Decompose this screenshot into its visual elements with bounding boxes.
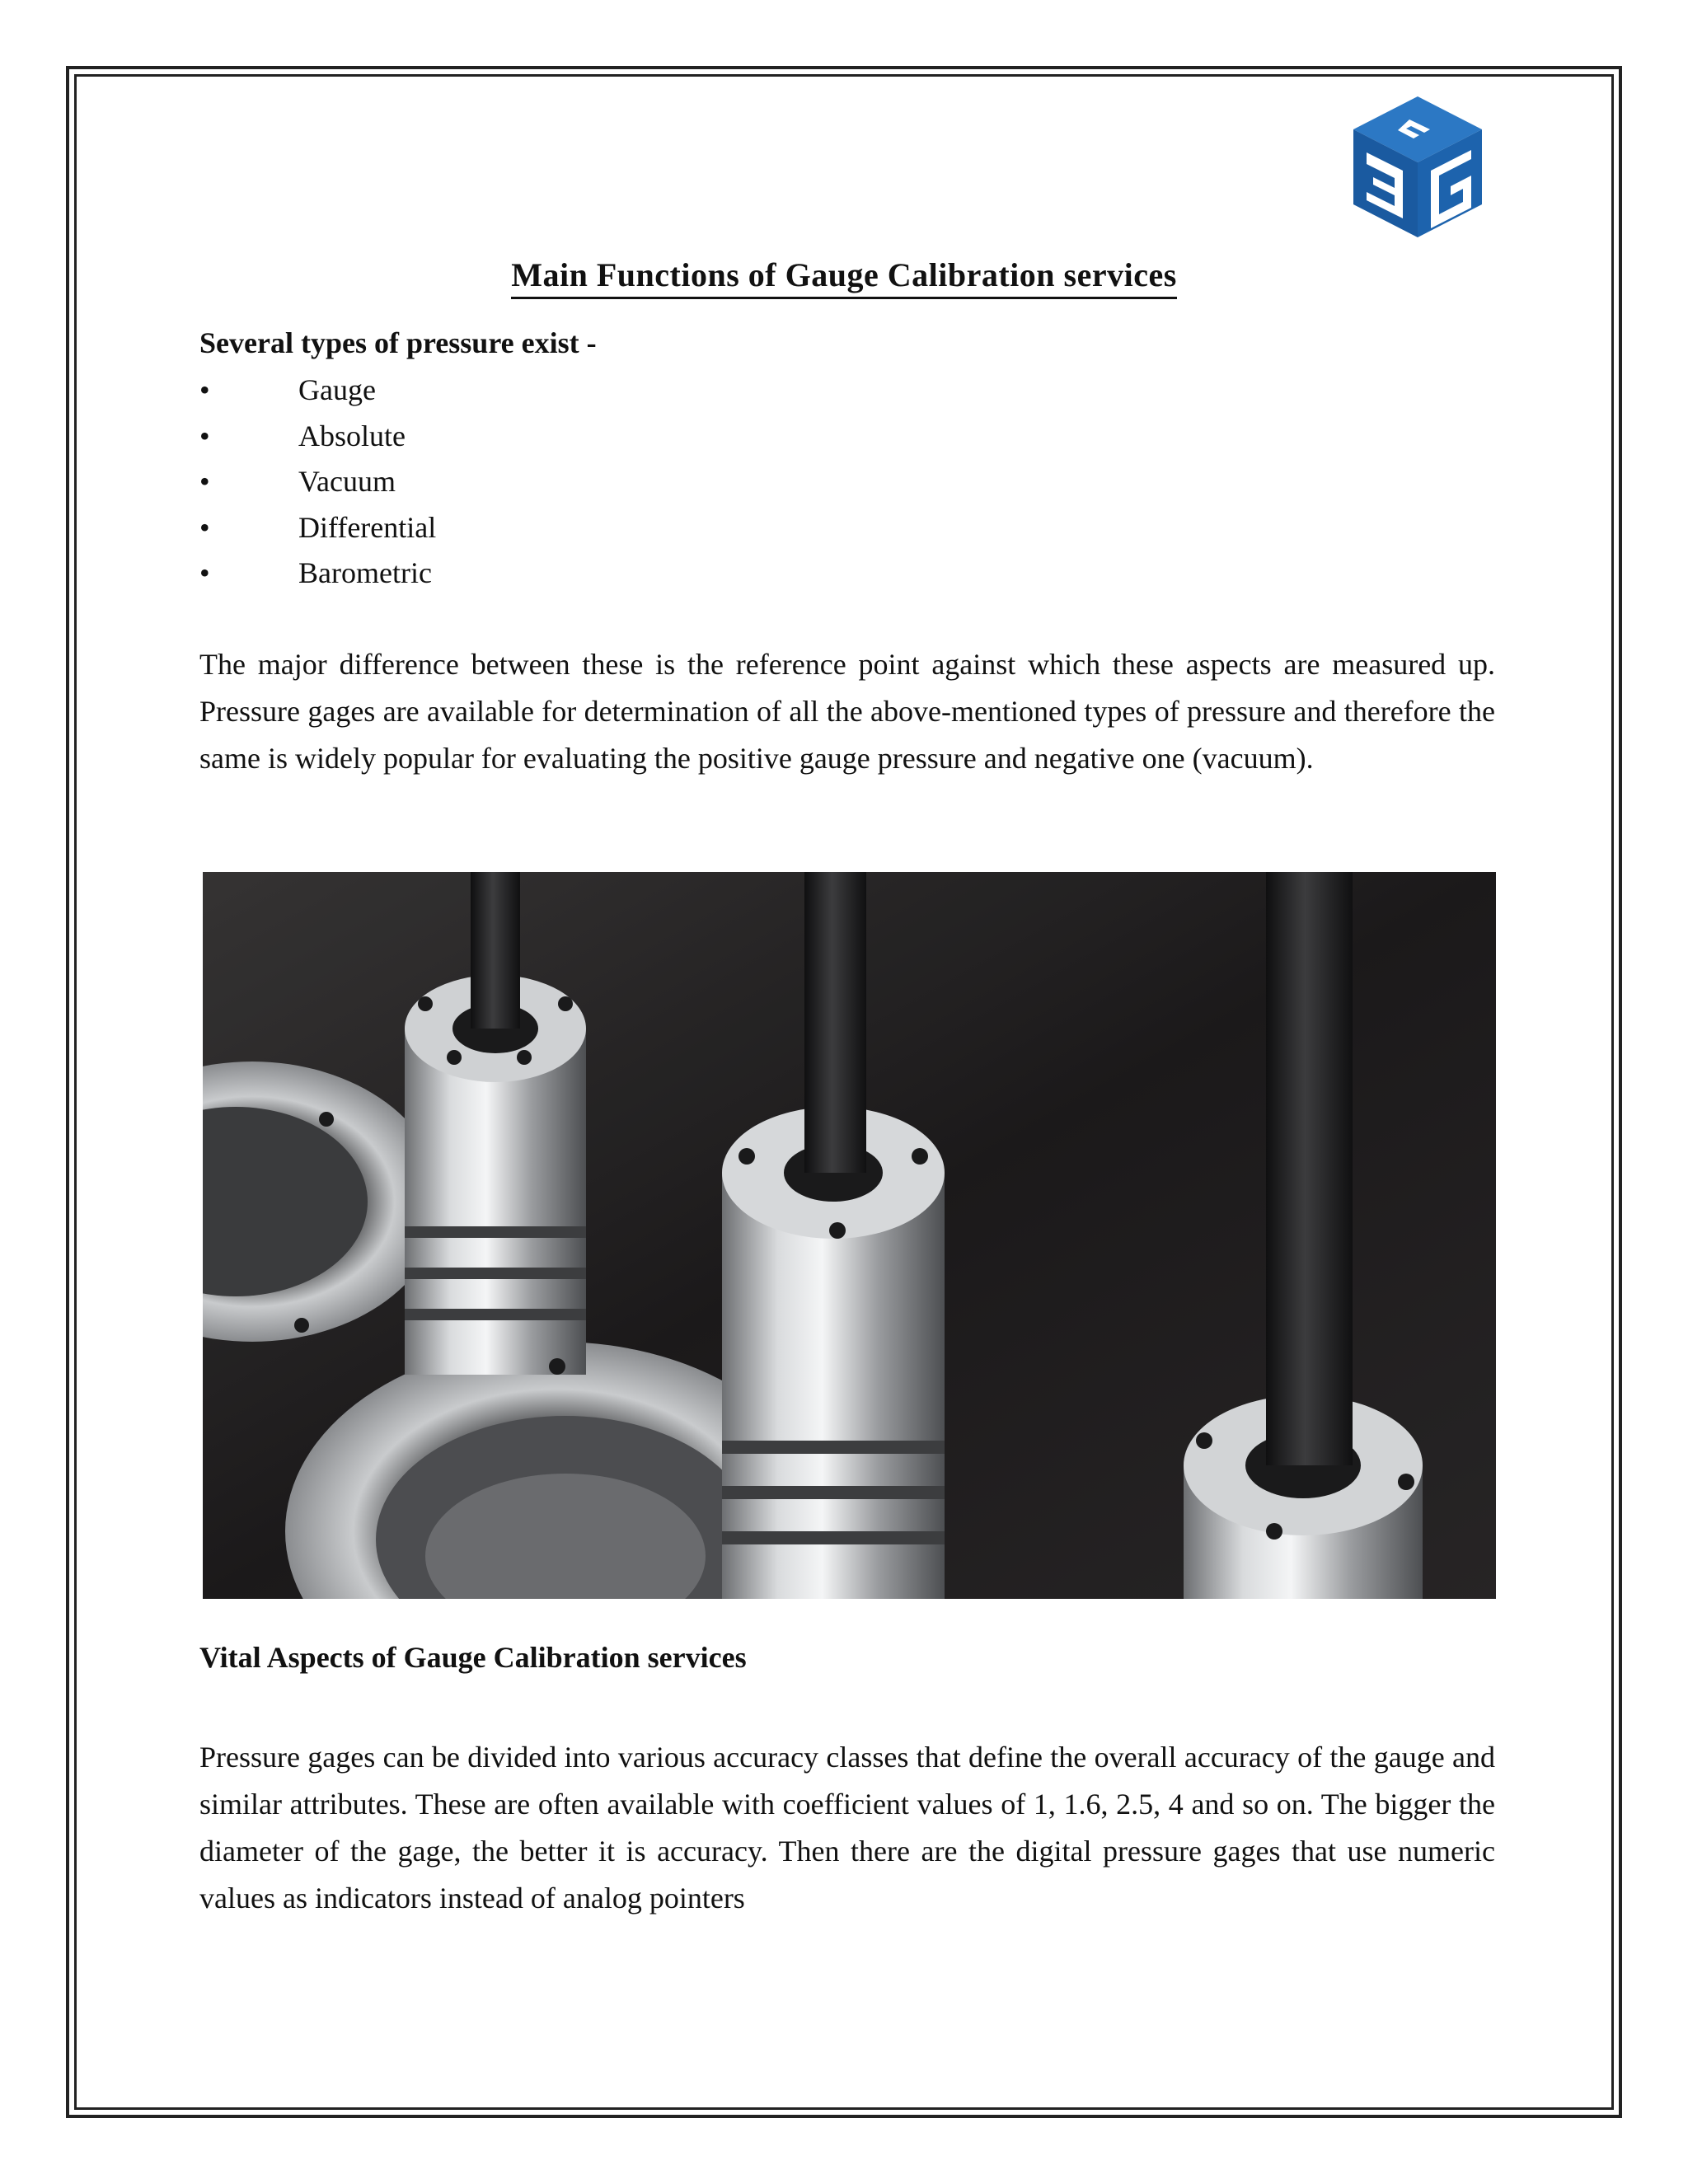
bullet: •	[199, 465, 210, 498]
list-item	[199, 459, 1495, 505]
section-heading: Vital Aspects of Gauge Calibration services	[199, 1641, 747, 1674]
list-item-text: Barometric	[298, 556, 432, 589]
list-item-text: Absolute	[298, 419, 406, 452]
bullet: •	[199, 419, 210, 452]
list-item	[199, 505, 1495, 551]
body-paragraph: The major difference between these is the reference point against which these aspects are measured up. Pressure gages are available for determination of all the above-mentioned types of pressure and therefore the same is widely popular for evaluating the positive gauge pressure and negative one (vacuum).	[199, 648, 1495, 775]
page-title: Main Functions of Gauge Calibration services	[0, 255, 1688, 294]
list-item-text: Gauge	[298, 373, 376, 406]
section-heading: Several types of pressure exist -	[199, 326, 597, 359]
bullet: •	[199, 510, 210, 544]
list-item-text: Differential	[298, 510, 437, 544]
list-item	[199, 368, 1495, 414]
list-item	[199, 414, 1495, 460]
pressure-types-list	[199, 368, 1495, 597]
gauge-photo	[203, 872, 1496, 1599]
body-paragraph: Pressure gages can be divided into various accuracy classes that define the overall accuracy of the gauge and similar attributes. These are often available with coefficient values of 1, 1.6, 2.5, 4 and so on. The bigger the diameter of the gage, the better it is accuracy. Then there are the digital pressure gages that use numeric values as indicators instead of analog pointers	[199, 1741, 1495, 1915]
list-item	[199, 551, 1495, 597]
bullet: •	[199, 556, 210, 589]
company-logo	[1352, 95, 1484, 239]
list-item-text: Vacuum	[298, 465, 396, 498]
bullet: •	[199, 373, 210, 406]
